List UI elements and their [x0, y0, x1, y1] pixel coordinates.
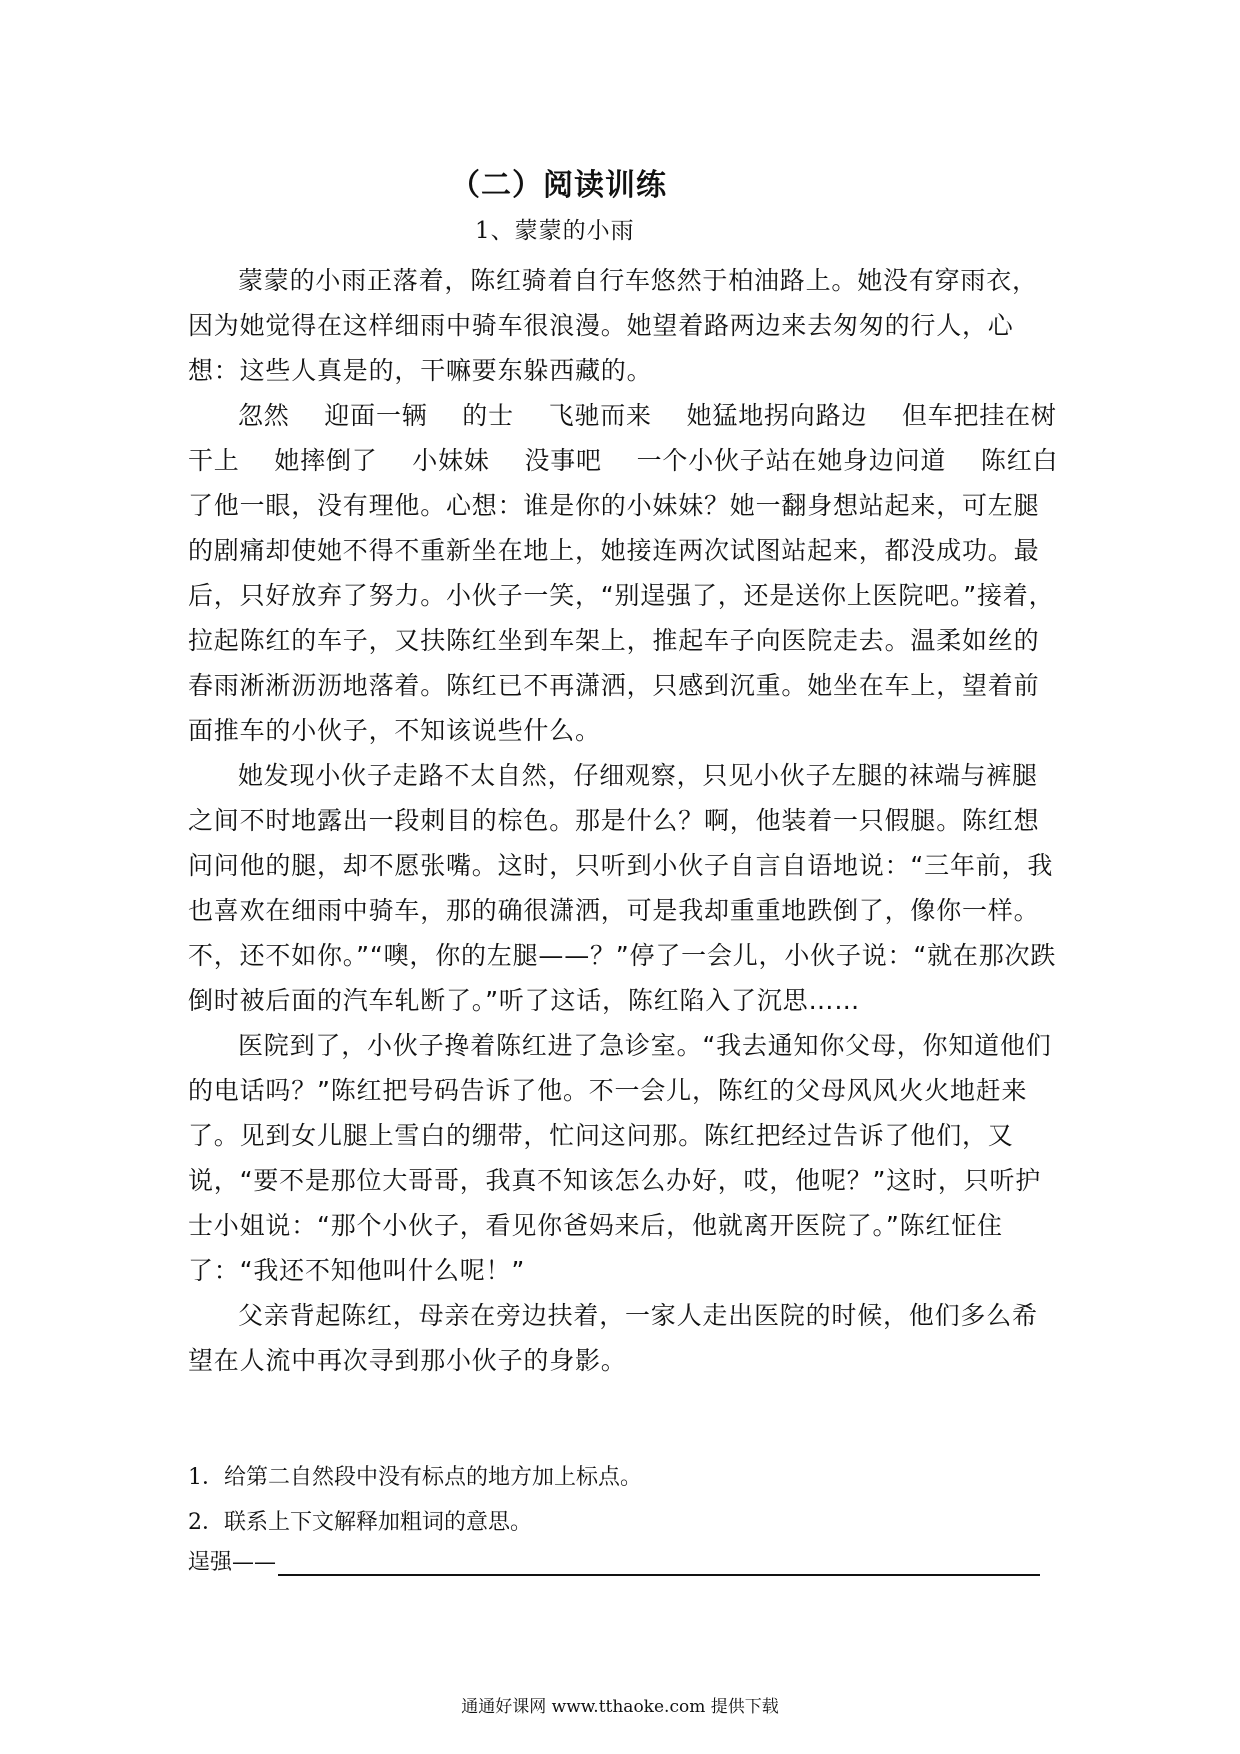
question-2: 2．联系上下文解释加粗词的意思。: [188, 1510, 532, 1535]
story-paragraph-1: 蒙蒙的小雨正落着，陈红骑着自行车悠然于柏油路上。她没有穿雨衣，因为她觉得在这样细雨中骑车很浪漫。她望着路两边来去匆匆的行人，心想：这些人真是的，干嘛要东躲西藏的。: [188, 266, 1038, 385]
story-paragraph-5: 父亲背起陈红，母亲在旁边扶着，一家人走出医院的时候，他们多么希望在人流中再次寻到那小伙子的身影。: [188, 1301, 1038, 1375]
answer-blank-line[interactable]: [278, 1546, 1040, 1576]
story-paragraph-2: 忽然 迎面一辆 的士 飞驰而来 她猛地拐向路边 但车把挂在树干上 她摔倒了 小妹妹 没事吧 一个小伙子站在她身边问道 陈红白了他一眼，没有理他。心想：谁是你的小妹妹？她一翻身想站起来，可左腿的剧痛却使她不得不重新坐在地上，她接连两次试图站起来，都没成功。最后，只好放弃了努力。小伙子一笑，“别逞强了，还是送你上医院吧。”接着，拉起陈红的车子，又扶陈红坐到车架上，推起车子向医院走去。温柔如丝的春雨淅淅沥沥地落着。陈红已不再潇洒，只感到沉重。她坐在车上，望着前面推车的小伙子，不知该说些什么。: [188, 401, 1059, 745]
answer-row: [188, 1545, 1040, 1576]
story-paragraph-3: 她发现小伙子走路不太自然，仔细观察，只见小伙子左腿的袜端与裤腿之间不时地露出一段刺目的棕色。那是什么？啊，他装着一只假腿。陈红想问问他的腿，却不愿张嘴。这时，只听到小伙子自言自语地说：“三年前，我也喜欢在细雨中骑车，那的确很潇洒，可是我却重重地跌倒了，像你一样。不，还不如你。”“噢，你的左腿——？”停了一会儿，小伙子说：“就在那次跌倒时被后面的汽车轧断了。”听了这话，陈红陷入了沉思……: [188, 761, 1057, 1015]
footer-credit: 通通好课网 www.tthaoke.com 提供下载: [461, 1697, 779, 1717]
question-1: 1．给第二自然段中没有标点的地方加上标点。: [188, 1465, 642, 1490]
story-title: 1、蒙蒙的小雨: [475, 218, 635, 244]
answer-label: 逞强——: [188, 1550, 277, 1575]
section-title: （二）阅读训练: [450, 168, 667, 203]
story-paragraph-4: 医院到了，小伙子搀着陈红进了急诊室。“我去通知你父母，你知道他们的电话吗？”陈红把号码告诉了他。不一会儿，陈红的父母风风火火地赶来了。见到女儿腿上雪白的绷带，忙问这问那。陈红把经过告诉了他们，又说，“要不是那位大哥哥，我真不知该怎么办好，哎，他呢？”这时，只听护士小姐说：“那个小伙子，看见你爸妈来后，他就离开医院了。”陈红怔住了：“我还不知他叫什么呢！”: [188, 1031, 1052, 1285]
question-list: [188, 1455, 1060, 1545]
story-body: [188, 258, 1060, 1383]
